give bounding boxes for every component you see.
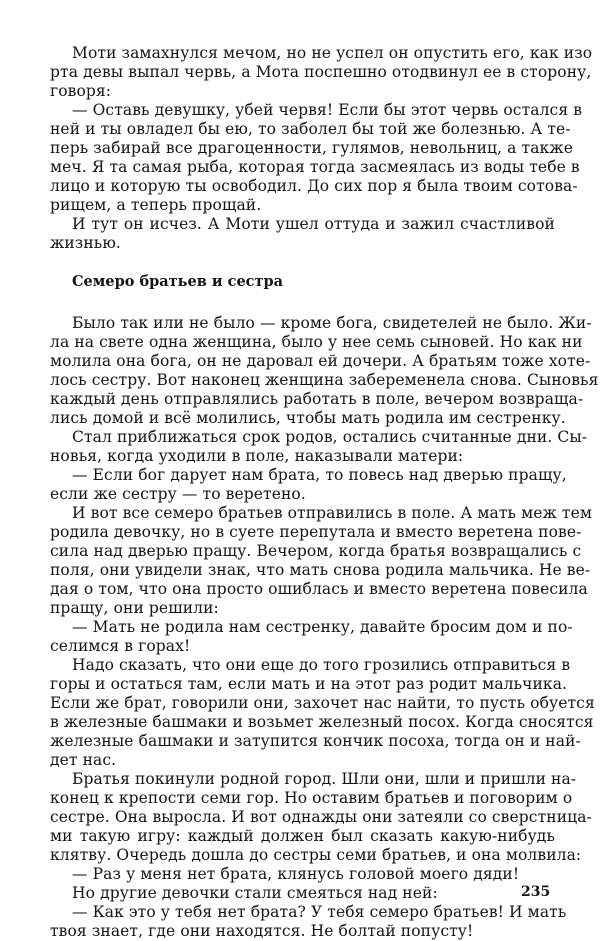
text-line: селимся в горах! [50, 637, 191, 655]
page-number: 235 [521, 884, 551, 900]
text-line: И вот все семеро братьев отправились в поле. А мать меж тем [72, 504, 593, 522]
text-line: молила она бога, он не даровал ей дочери. А братьям тоже хоте- [50, 352, 591, 370]
section-title: Семеро братьев и сестра [72, 273, 284, 290]
text-line: Братья покинули родной город. Шли они, шли и пришли на- [72, 770, 577, 788]
text-line: перь забирай все драгоценности, гулямов, невольниц, а также [50, 139, 573, 157]
text-line: — Если бог дарует нам брата, то повесь над дверью пращу, [72, 466, 567, 484]
text-line: новья, когда уходили в поле, наказывали матери: [50, 447, 464, 465]
text-line: горы и остаться там, если мать и на этот раз родит мальчика. [50, 675, 568, 693]
text-line: Надо сказать, что они еще до того грозились отправиться в [72, 656, 571, 674]
text-line: ми такую игру: каждый должен был сказать какую-нибудь [50, 827, 555, 845]
text-line: клятву. Очередь дошла до сестры семи братьев, и она молвила: [50, 846, 582, 864]
text-line: ней и ты овладел бы ею, то заболел бы той же болезнью. А те- [50, 120, 571, 138]
text-line: сила над дверью пращу. Вечером, когда братья возвращались с [50, 542, 582, 560]
text-line: Моти замахнулся мечом, но не успел он опустить его, как изо [72, 44, 593, 62]
text-line: И тут он исчез. А Моти ушел оттуда и зажил счастливой [72, 215, 555, 233]
text-line: — Мать не родила нам сестренку, давайте бросим дом и по- [72, 618, 573, 636]
text-line: Было так или не было — кроме бога, свидетелей не было. Жи- [72, 314, 592, 332]
text-line: жизнью. [50, 234, 121, 252]
text-line: — Раз у меня нет брата, клянусь головой моего дяди! [72, 865, 520, 883]
text-line: Если же брат, говорили они, захочет нас найти, то пусть обуется [50, 694, 595, 712]
text-line: рта девы выпал червь, а Мота поспешно отодвинул ее в сторону, [50, 63, 592, 81]
text-line: конец к крепости семи гор. Но оставим братьев и поговорим о [50, 789, 573, 807]
text-line: лось сестру. Вот наконец женщина забеременела снова. Сыновья [50, 371, 599, 389]
text-line: лицо и которую ты освободил. До сих пор я была твоим сотова- [50, 177, 578, 195]
text-line: говоря: [50, 82, 112, 100]
text-line: железные башмаки и затупится кончик посоха, тогда он и най- [50, 732, 581, 750]
text-line: лись домой и всё молились, чтобы мать родила им сестренку. [50, 409, 566, 427]
text-line: — Как это у тебя нет брата? У тебя семеро братьев! И мать [72, 903, 567, 921]
text-line: меч. Я та самая рыба, которая тогда засмеялась из воды тебе в [50, 158, 580, 176]
text-line: Но другие девочки стали смеяться над ней: [72, 884, 438, 902]
text-line: если же сестру — то веретено. [50, 485, 306, 503]
text-line: каждый день отправлялись работать в поле, вечером возвраща- [50, 390, 584, 408]
text-line: поля, они увидели знак, что мать снова родила мальчика. Не ве- [50, 561, 591, 579]
text-line: пращу, они решили: [50, 599, 219, 617]
text-line: ла на свете одна женщина, было у нее семь сыновей. Но как ни [50, 333, 583, 351]
text-line: дая о том, что она просто ошиблась и вместо веретена повесила [50, 580, 588, 598]
text-line: твоя знает, где они находятся. Не болтай попусту! [50, 922, 474, 940]
text-line: — Оставь девушку, убей червя! Если бы этот червь остался в [72, 101, 583, 119]
text-line: дет нас. [50, 751, 117, 769]
text-line: Стал приближаться срок родов, остались считанные дни. Сы- [72, 428, 588, 446]
text-line: сестре. Она выросла. И вот однажды они затеяли со сверстница- [50, 808, 592, 826]
text-line: в железные башмаки и возьмет железный посох. Когда сносятся [50, 713, 594, 731]
text-line: рищем, а теперь прощай. [50, 196, 262, 214]
text-line: родила девочку, но в суете перепутала и вместо веретена пове- [50, 523, 582, 541]
